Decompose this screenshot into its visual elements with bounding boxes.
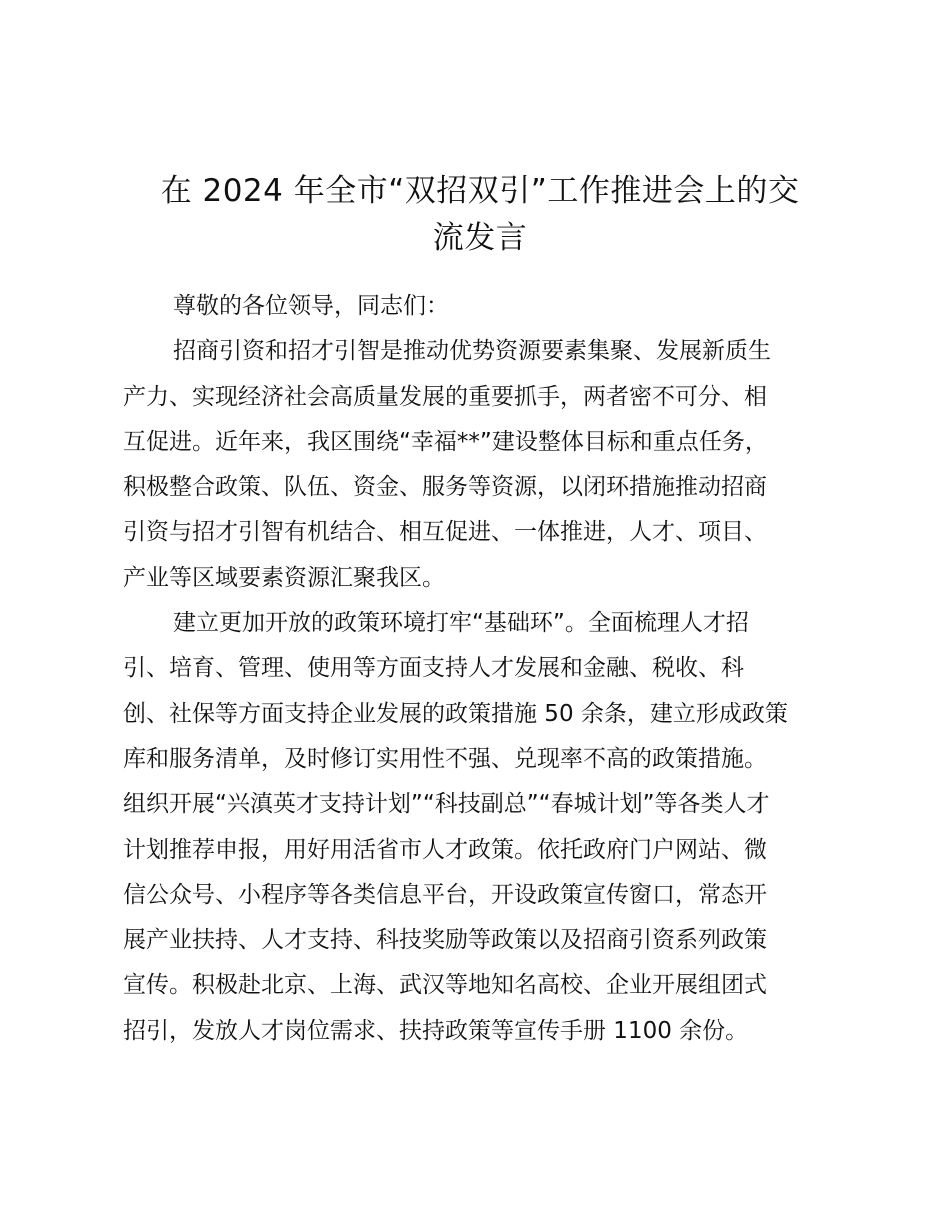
paragraph-line: 创、社保等方面支持企业发展的政策措施 50 余条，建立形成政策: [123, 700, 788, 727]
paragraph-line: 产业等区域要素资源汇聚我区。: [123, 564, 445, 591]
paragraph-line: 积极整合政策、队伍、资金、服务等资源，以闭环措施推动招商: [123, 474, 767, 501]
title-line: 在 2024 年全市“双招双引”工作推进会上的交: [160, 173, 800, 209]
paragraph-line: 互促进。近年来，我区围绕“幸福**”建设整体目标和重点任务，: [123, 428, 768, 455]
salutation: 尊敬的各位领导，同志们：: [173, 293, 449, 319]
paragraph-line: 库和服务清单，及时修订实用性不强、兑现率不高的政策措施。: [123, 745, 767, 772]
paragraph-line: 宣传。积极赴北京、上海、武汉等地知名高校、企业开展组团式: [123, 972, 767, 999]
paragraph-line: 展产业扶持、人才支持、科技奖励等政策以及招商引资系列政策: [123, 927, 767, 954]
title-line: 流发言: [432, 220, 528, 256]
paragraph-line: 引资与招才引智有机结合、相互促进、一体推进，人才、项目、: [123, 519, 767, 546]
paragraph-line: 产力、实现经济社会高质量发展的重要抓手，两者密不可分、相: [123, 383, 767, 410]
paragraph-line: 计划推荐申报，用好用活省市人才政策。依托政府门户网站、微: [123, 836, 767, 863]
paragraph-line: 引、培育、管理、使用等方面支持人才发展和金融、税收、科: [123, 655, 744, 682]
paragraph-line: 信公众号、小程序等各类信息平台，开设政策宣传窗口，常态开: [123, 881, 767, 908]
paragraph-2: [123, 601, 838, 1054]
paragraph-line: 建立更加开放的政策环境打牢“基础环”。全面梳理人才招: [173, 610, 749, 637]
paragraph-line: 招引，发放人才岗位需求、扶持政策等宣传手册 1100 余份。: [123, 1017, 749, 1044]
document-body: [123, 284, 838, 1054]
paragraph-line: 招商引资和招才引智是推动优势资源要素集聚、发展新质生: [173, 338, 771, 365]
paragraph-line: 组织开展“兴滇英才支持计划”“科技副总”“春城计划”等各类人才: [123, 791, 770, 818]
paragraph-1: [123, 329, 838, 601]
document-title: [120, 168, 840, 262]
